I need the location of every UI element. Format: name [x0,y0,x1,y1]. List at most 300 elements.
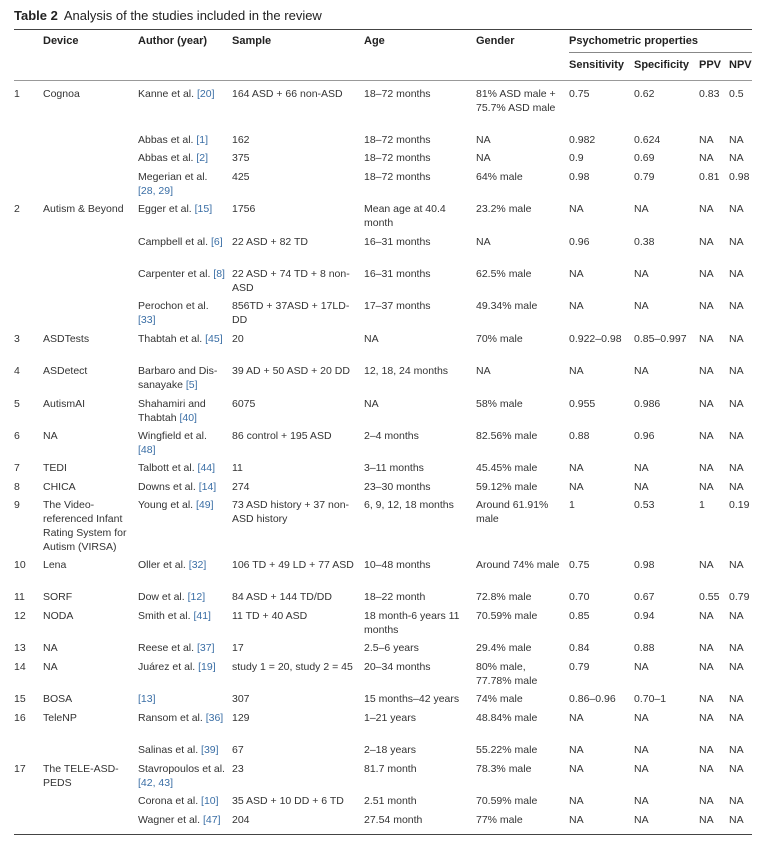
author-name: Campbell et al. [138,236,209,248]
sample-cell: 35 ASD + 10 DD + 6 TD [232,795,344,807]
author-cell [138,151,226,165]
author-name: Wingfield et al. [138,430,207,442]
npv-cell: NA [729,481,744,493]
author-cell [138,133,226,147]
device-cell: TeleNP [43,712,77,724]
npv-cell: NA [729,795,744,807]
specificity-cell: NA [634,203,649,215]
author-name: Egger et al. [138,203,192,215]
top-rule [14,29,752,30]
gender-cell: 81% ASD male + 75.7% ASD male [476,88,556,114]
npv-cell: NA [729,693,744,705]
table-label: Table 2 [14,8,58,23]
sample-cell: 162 [232,134,250,146]
gender-cell: 55.22% male [476,744,538,756]
specificity-cell: 0.79 [634,171,655,183]
citation-link[interactable]: [10] [201,795,219,807]
npv-cell: NA [729,744,744,756]
ppv-cell: NA [699,693,714,705]
sample-cell: 274 [232,481,250,493]
age-cell: 18–72 months [364,152,431,164]
age-cell: 1–21 years [364,712,416,724]
sample-cell: 22 ASD + 82 TD [232,236,308,248]
specificity-cell: NA [634,365,649,377]
author-cell [138,429,226,457]
row-number: 2 [14,203,20,215]
device-cell: NODA [43,610,74,622]
sample-cell: 129 [232,712,250,724]
age-cell: 23–30 months [364,481,431,493]
sample-cell: 22 ASD + 74 TD + 8 non-ASD [232,268,350,294]
row-number: 3 [14,333,20,345]
ppv-cell: NA [699,744,714,756]
npv-cell: NA [729,268,744,280]
npv-cell: NA [729,300,744,312]
age-cell: 12, 18, 24 months [364,365,449,377]
author-cell [138,558,226,572]
header-rule [14,80,752,81]
npv-cell: NA [729,333,744,345]
author-name: Carpenter et al. [138,268,211,280]
age-cell: 27.54 month [364,814,423,826]
sample-cell: 375 [232,152,250,164]
row-number: 13 [14,642,26,654]
age-cell: 81.7 month [364,763,417,775]
row-number: 17 [14,763,26,775]
citation-link[interactable]: [36] [205,712,224,724]
age-cell: 17–37 months [364,300,431,312]
device-cell: ASDTests [43,333,90,345]
npv-cell: NA [729,236,744,248]
author-cell [138,480,226,494]
specificity-cell: 0.96 [634,430,655,442]
device-cell: CHICA [43,481,76,493]
sensitivity-cell: 0.84 [569,642,590,654]
specificity-cell: NA [634,763,649,775]
author-name: Perochon et al. [138,300,209,312]
device-cell: NA [43,430,58,442]
sample-cell: 17 [232,642,244,654]
row-number: 5 [14,398,20,410]
sensitivity-cell: NA [569,268,584,280]
sensitivity-cell: 0.75 [569,559,590,571]
specificity-cell: 0.38 [634,236,655,248]
sensitivity-cell: 0.98 [569,171,590,183]
author-name: Dow et al. [138,591,185,603]
npv-cell: NA [729,134,744,146]
gender-cell: 82.56% male [476,430,538,442]
sample-cell: 73 ASD history + 37 non-ASD history [232,499,350,525]
citation-link[interactable]: [1] [196,134,209,146]
author-cell [138,202,226,216]
specificity-cell: 0.98 [634,559,655,571]
age-cell: 2.5–6 years [364,642,419,654]
citation-link[interactable]: [8] [213,268,225,280]
author-name: Stavropoulos et al. [138,763,225,775]
sample-cell: 84 ASD + 144 TD/DD [232,591,332,603]
sample-cell: 1756 [232,203,256,215]
sample-cell: 23 [232,763,244,775]
row-number: 15 [14,693,26,705]
citation-link[interactable]: [41] [193,610,211,622]
ppv-cell: NA [699,300,714,312]
npv-cell: NA [729,430,744,442]
author-name: Oller et al. [138,559,186,571]
sample-cell: 307 [232,693,250,705]
citation-link[interactable]: [20] [196,88,215,100]
author-cell [138,267,226,281]
author-cell [138,235,226,249]
npv-cell: NA [729,712,744,724]
specificity-cell: NA [634,481,649,493]
device-cell: The TELE-ASD-PEDS [43,763,119,789]
gender-cell: 48.84% male [476,712,538,724]
author-cell [138,660,226,674]
gender-cell: 58% male [476,398,523,410]
npv-cell: NA [729,763,744,775]
sample-cell: 11 [232,462,243,474]
citation-link[interactable]: [28, 29] [138,185,174,197]
ppv-cell: NA [699,559,714,571]
row-number: 12 [14,610,26,622]
gender-cell: Around 74% male [476,559,560,571]
author-cell [138,332,226,346]
device-cell: Autism & Beyond [43,203,124,215]
ppv-cell: NA [699,610,714,622]
sensitivity-cell: NA [569,712,584,724]
sensitivity-cell: 0.75 [569,88,590,100]
age-cell: 6, 9, 12, 18 months [364,499,454,511]
header-gender: Gender [476,35,515,47]
age-cell: 18 month-6 years 11 months [364,610,460,636]
header-sample: Sample [232,35,272,47]
citation-link[interactable]: [12] [187,591,206,603]
device-cell: TEDI [43,462,67,474]
citation-link[interactable]: [2] [196,152,209,164]
gender-cell: 59.12% male [476,481,538,493]
gender-cell: 45.45% male [476,462,538,474]
author-cell [138,762,226,790]
specificity-cell: 0.88 [634,642,655,654]
device-cell: NA [43,661,58,673]
age-cell: 10–48 months [364,559,431,571]
table-caption [14,8,322,23]
gender-cell: NA [476,365,491,377]
age-cell: 18–72 months [364,171,431,183]
author-cell [138,397,226,425]
citation-link[interactable]: [19] [198,661,216,673]
row-number: 1 [14,88,20,100]
ppv-cell: NA [699,398,714,410]
author-name: Wagner et al. [138,814,201,826]
citation-link[interactable]: [48] [138,444,156,456]
sensitivity-cell: 0.88 [569,430,590,442]
gender-cell: NA [476,236,491,248]
sample-cell: 425 [232,171,250,183]
age-cell: 2–18 years [364,744,416,756]
specificity-cell: 0.94 [634,610,655,622]
gender-cell: 49.34% male [476,300,538,312]
gender-cell: 80% male, 77.78% male [476,661,538,687]
ppv-cell: NA [699,481,714,493]
citation-link[interactable]: [39] [201,744,219,756]
citation-link[interactable]: [42, 43] [138,777,174,789]
author-cell [138,461,226,475]
ppv-cell: NA [699,365,714,377]
author-name: Talbott et al. [138,462,195,474]
sample-cell: 6075 [232,398,256,410]
sensitivity-cell: 0.79 [569,661,590,673]
author-cell [138,641,226,655]
sample-cell: 86 control + 195 ASD [232,430,332,442]
row-number: 8 [14,481,20,493]
author-name: Abbas et al. [138,152,194,164]
specificity-cell: NA [634,268,649,280]
author-name: Young et al. [138,499,194,511]
author-name: Juárez et al. [138,661,196,673]
header-npv: NPV [729,59,752,71]
author-cell [138,87,226,101]
specificity-cell: 0.624 [634,134,661,146]
author-name: Corona et al. [138,795,199,807]
author-name: Thabtah et al. [138,333,203,345]
ppv-cell: NA [699,661,714,673]
author-name: Ransom et al. [138,712,203,724]
citation-link[interactable]: [5] [185,379,198,391]
author-name: Barbaro and Dis-sanayake [138,365,218,391]
specificity-cell: NA [634,814,649,826]
sample-cell: 204 [232,814,250,826]
npv-cell: NA [729,661,744,673]
sensitivity-cell: NA [569,814,584,826]
age-cell: NA [364,398,379,410]
table-title: Analysis of the studies included in the review [63,8,322,23]
specificity-cell: 0.70–1 [634,693,667,705]
gender-cell: 62.5% male [476,268,532,280]
npv-cell: NA [729,559,744,571]
header-psychometric: Psychometric properties [569,35,698,47]
ppv-cell: NA [699,268,714,280]
specificity-cell: 0.986 [634,398,661,410]
ppv-cell: 0.55 [699,591,720,603]
device-cell: The Video-referenced Infant Rating System for Autism (VIRSA) [43,499,127,553]
gender-cell: Around 61.91% male [476,499,549,525]
npv-cell: 0.5 [729,88,744,100]
device-cell: Lena [43,559,67,571]
age-cell: 18–72 months [364,134,431,146]
author-name: Shahamiri and Thabtah [138,398,206,424]
author-cell [138,498,226,512]
author-cell [138,692,226,706]
author-cell [138,743,226,757]
gender-cell: NA [476,134,491,146]
author-name: Abbas et al. [138,134,194,146]
citation-link[interactable]: [49] [196,499,214,511]
citation-link[interactable]: [6] [210,236,223,248]
gender-cell: 78.3% male [476,763,532,775]
row-number: 10 [14,559,26,571]
citation-link[interactable]: [37] [196,642,215,654]
author-cell [138,590,226,604]
npv-cell: NA [729,610,744,622]
citation-link[interactable]: [32] [188,559,207,571]
sensitivity-cell: NA [569,462,584,474]
ppv-cell: NA [699,203,714,215]
specificity-cell: 0.69 [634,152,655,164]
gender-cell: NA [476,152,491,164]
npv-cell: 0.79 [729,591,750,603]
header-sensitivity: Sensitivity [569,59,625,71]
npv-cell: NA [729,642,744,654]
author-name: Megerian et al. [138,171,208,183]
sensitivity-cell: NA [569,365,584,377]
citation-link[interactable]: [40] [179,412,197,424]
author-cell [138,364,226,392]
gender-cell: 29.4% male [476,642,532,654]
sample-cell: study 1 = 20, study 2 = 45 [232,661,353,673]
age-cell: 16–31 months [364,268,431,280]
row-number: 16 [14,712,26,724]
sample-cell: 164 ASD + 66 non-ASD [232,88,343,100]
ppv-cell: NA [699,795,714,807]
specificity-cell: 0.53 [634,499,655,511]
gender-cell: 74% male [476,693,523,705]
age-cell: 3–11 months [364,462,424,474]
specificity-cell: NA [634,462,649,474]
citation-link[interactable]: [14] [198,481,217,493]
ppv-cell: NA [699,642,714,654]
bottom-rule [14,834,752,835]
age-cell: 2–4 months [364,430,419,442]
sample-cell: 67 [232,744,244,756]
row-number: 6 [14,430,20,442]
sensitivity-cell: 0.86–0.96 [569,693,616,705]
sensitivity-cell: 1 [569,499,575,511]
citation-link[interactable]: [44] [197,462,216,474]
sample-cell: 11 TD + 40 ASD [232,610,308,622]
age-cell: 20–34 months [364,661,431,673]
ppv-cell: NA [699,763,714,775]
sensitivity-cell: NA [569,795,584,807]
gender-cell: 70.59% male [476,610,538,622]
header-device: Device [43,35,79,47]
device-cell: SORF [43,591,73,603]
ppv-cell: NA [699,712,714,724]
npv-cell: NA [729,152,744,164]
specificity-cell: NA [634,795,649,807]
sample-cell: 106 TD + 49 LD + 77 ASD [232,559,354,571]
gender-cell: 23.2% male [476,203,532,215]
npv-cell: 0.19 [729,499,750,511]
sensitivity-cell: 0.982 [569,134,596,146]
specificity-cell: 0.62 [634,88,655,100]
npv-cell: NA [729,814,744,826]
ppv-cell: 1 [699,499,705,511]
npv-cell: 0.98 [729,171,750,183]
ppv-cell: NA [699,134,714,146]
device-cell: ASDetect [43,365,88,377]
sample-cell: 20 [232,333,244,345]
gender-cell: 70.59% male [476,795,538,807]
specificity-cell: 0.85–0.997 [634,333,687,345]
author-name: Reese et al. [138,642,195,654]
sensitivity-cell: NA [569,481,584,493]
sensitivity-cell: NA [569,300,584,312]
row-number: 9 [14,499,20,511]
header-author: Author (year) [138,35,208,47]
device-cell: Cognoa [43,88,80,100]
npv-cell: NA [729,365,744,377]
specificity-cell: NA [634,661,649,673]
author-cell [138,609,226,623]
gender-cell: 77% male [476,814,523,826]
sensitivity-cell: 0.85 [569,610,590,622]
citation-link[interactable]: [33] [138,314,156,326]
npv-cell: NA [729,398,744,410]
sample-cell: 39 AD + 50 ASD + 20 DD [232,365,350,377]
header-age: Age [364,35,385,47]
psychometric-rule [569,52,752,53]
citation-link[interactable]: [45] [205,333,223,345]
ppv-cell: 0.83 [699,88,720,100]
sensitivity-cell: NA [569,203,584,215]
age-cell: NA [364,333,379,345]
sensitivity-cell: NA [569,744,584,756]
specificity-cell: NA [634,300,649,312]
age-cell: 16–31 months [364,236,431,248]
row-number: 7 [14,462,20,474]
row-number: 4 [14,365,20,377]
age-cell: 18–72 months [364,88,431,100]
sensitivity-cell: 0.922–0.98 [569,333,622,345]
age-cell: 15 months–42 years [364,693,460,705]
device-cell: BOSA [43,693,73,705]
ppv-cell: NA [699,462,714,474]
ppv-cell: NA [699,236,714,248]
author-cell [138,711,226,725]
ppv-cell: NA [699,430,714,442]
specificity-cell: NA [634,744,649,756]
row-number: 11 [14,591,25,603]
age-cell: 2.51 month [364,795,417,807]
author-name: Smith et al. [138,610,191,622]
ppv-cell: 0.81 [699,171,720,183]
sensitivity-cell: NA [569,763,584,775]
specificity-cell: NA [634,712,649,724]
row-number: 14 [14,661,26,673]
gender-cell: 64% male [476,171,523,183]
ppv-cell: NA [699,152,714,164]
sensitivity-cell: 0.9 [569,152,584,164]
device-cell: AutismAI [43,398,86,410]
author-cell [138,299,226,327]
ppv-cell: NA [699,814,714,826]
header-ppv: PPV [699,59,722,71]
citation-link[interactable]: [13] [138,693,156,705]
age-cell: Mean age at 40.4 month [364,203,446,229]
npv-cell: NA [729,203,744,215]
sensitivity-cell: 0.96 [569,236,590,248]
header-specificity: Specificity [634,59,690,71]
specificity-cell: 0.67 [634,591,655,603]
sample-cell: 856TD + 37ASD + 17LD-DD [232,300,350,326]
author-name: Downs et al. [138,481,196,493]
citation-link[interactable]: [15] [194,203,213,215]
author-name: Salinas et al. [138,744,199,756]
device-cell: NA [43,642,58,654]
citation-link[interactable]: [47] [202,814,221,826]
gender-cell: 70% male [476,333,523,345]
